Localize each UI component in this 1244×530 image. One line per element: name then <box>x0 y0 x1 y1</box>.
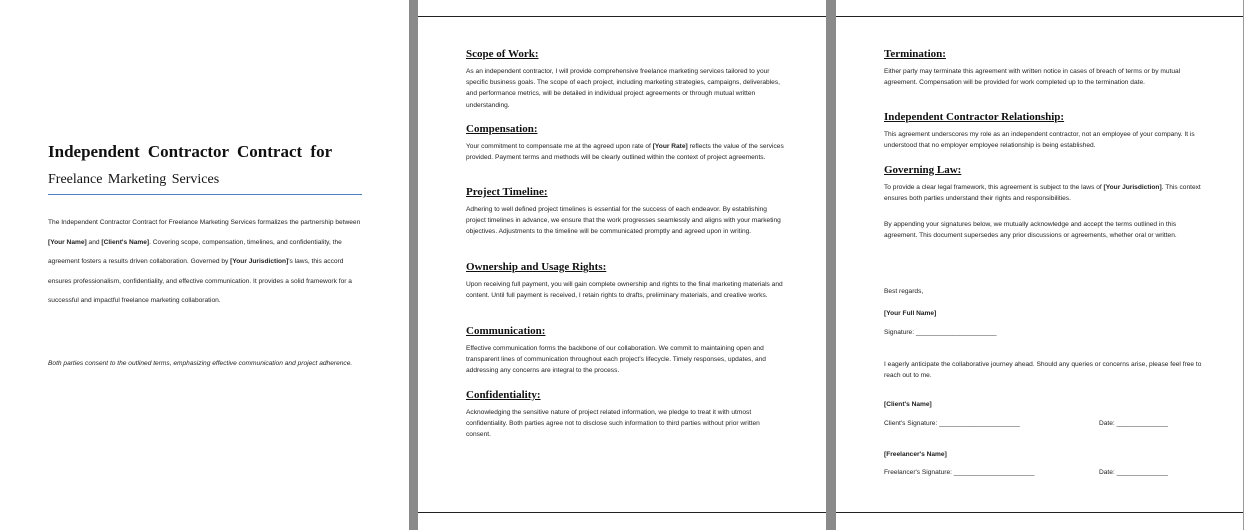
section-heading: Project Timeline: <box>466 186 548 198</box>
page-top-border <box>836 16 1243 17</box>
client-name-placeholder: [Client's Name] <box>101 238 150 246</box>
contract-title: Independent Contractor Contract for <box>48 142 333 161</box>
section-governing-law <box>884 164 1204 204</box>
contract-subtitle: Freelance Marketing Services <box>48 172 220 187</box>
acknowledgement-text: By appending your signatures below, we mutually acknowledge and accept the terms outlined in this agreement. This document supersedes any prior discussions or agreements, whether oral or written. <box>884 221 1177 240</box>
your-name-placeholder: [Your Name] <box>48 238 87 246</box>
section-termination <box>884 48 1204 88</box>
jurisdiction-placeholder: [Your Jurisdiction] <box>1103 184 1162 191</box>
section-text: Upon receiving full payment, you will gain complete ownership and rights to the final marketing materials and content. Until full payment is received, I retain rights to drafts, preliminary materials, and creative works. <box>466 281 783 300</box>
section-ownership <box>466 261 786 301</box>
document-page-2 <box>418 0 826 530</box>
section-heading: Termination: <box>884 48 946 60</box>
document-page-3 <box>836 0 1244 530</box>
text-fragment: . This context ensures both parties understand their rights and responsibilities. <box>884 184 1201 203</box>
section-scope <box>466 48 786 111</box>
rate-placeholder: [Your Rate] <box>652 143 688 150</box>
page-top-border <box>418 16 826 17</box>
section-text <box>466 141 786 163</box>
document-page-1 <box>0 0 409 530</box>
section-heading: Governing Law: <box>884 164 962 176</box>
section-heading: Compensation: <box>466 123 538 135</box>
section-heading: Communication: <box>466 325 546 337</box>
freelancer-signature-line: Freelancer's Signature: ______________________ <box>884 469 1035 476</box>
client-name-placeholder: [Client's Name] <box>884 401 932 408</box>
section-communication <box>466 325 786 377</box>
title-divider <box>48 194 362 195</box>
section-text: As an independent contractor, I will provide comprehensive freelance marketing services tailored to your specific business goals. The scope of each project, including marketing strategies, campaigns, deliverables, and performance metrics, will be detailed in individual project agreements or through mutual written understanding. <box>466 68 780 109</box>
section-heading: Independent Contractor Relationship: <box>884 111 1065 123</box>
section-compensation <box>466 123 786 163</box>
section-heading: Ownership and Usage Rights: <box>466 261 607 273</box>
intro-text: and <box>86 238 102 246</box>
section-text: Effective communication forms the backbone of our collaboration. We commit to maintaining open and transparent lines of communication throughout each project's lifecycle. Timely responses, updates, and addressing any concerns are integral to the process. <box>466 345 766 375</box>
text-fragment: reflects the value of the services provided. Payment terms and methods will be clearly outlined within the context of project agreements. <box>466 143 784 162</box>
section-text: This agreement underscores my role as an independent contractor, not an employee of your company. It is understood that no employer employee relationship is being established. <box>884 131 1195 150</box>
anticipation-text: I eagerly anticipate the collaborative journey ahead. Should any queries or concerns arise, please feel free to reach out to me. <box>884 361 1202 380</box>
section-text <box>884 182 1204 204</box>
closing-note: Both parties consent to the outlined terms, emphasizing effective communication and project adherence. <box>48 360 353 367</box>
section-timeline <box>466 186 786 238</box>
section-text: Either party may terminate this agreement with written notice in cases of breach of terms or by mutual agreement. Compensation will be provided for work completed up to the termination date. <box>884 68 1181 87</box>
section-text: Acknowledging the sensitive nature of project related information, we pledge to treat it with utmost confidentiality. Both parties agree not to disclose such information to third parties without prior written consent. <box>466 409 760 439</box>
signature-line: Signature: ______________________ <box>884 329 997 336</box>
regards-text: Best regards, <box>884 288 924 295</box>
text-fragment: Your commitment to compensate me at the agreed upon rate of <box>466 143 653 150</box>
section-relationship <box>884 111 1204 151</box>
intro-text: . Covering scope, compensation, timelines, and confidentiality, the agreement fosters a results driven collaboration. Governed by <box>48 238 342 265</box>
jurisdiction-placeholder: [Your Jurisdiction] <box>230 258 289 265</box>
client-date-line: Date: ______________ <box>1099 420 1168 427</box>
section-confidentiality <box>466 389 786 441</box>
text-fragment: To provide a clear legal framework, this agreement is subject to the laws of <box>884 184 1104 191</box>
page-bottom-border <box>836 512 1243 513</box>
section-heading: Scope of Work: <box>466 48 539 60</box>
freelancer-date-line: Date: ______________ <box>1099 469 1168 476</box>
intro-text: 's laws, this accord ensures professionalism, confidentiality, and effective communication. It provides a solid framework for a successful and impactful freelance marketing collaboration. <box>48 258 352 304</box>
section-text: Adhering to well defined project timelines is essential for the success of each endeavor. By establishing project timelines in advance, we ensure that the work progresses seamlessly and aligns with your marketing objectives. Adjustments to the timeline will be communicated promptly and agreed upon in writing. <box>466 206 781 236</box>
intro-text: The Independent Contractor Contract for Freelance Marketing Services formalizes the partnership between <box>48 219 361 226</box>
section-heading: Confidentiality: <box>466 389 541 401</box>
freelancer-name-placeholder: [Freelancer's Name] <box>884 451 947 458</box>
client-signature-line: Client's Signature: ______________________ <box>884 420 1020 427</box>
your-full-name-placeholder: [Your Full Name] <box>884 310 937 317</box>
page-bottom-border <box>418 512 826 513</box>
intro-paragraph <box>48 213 366 311</box>
